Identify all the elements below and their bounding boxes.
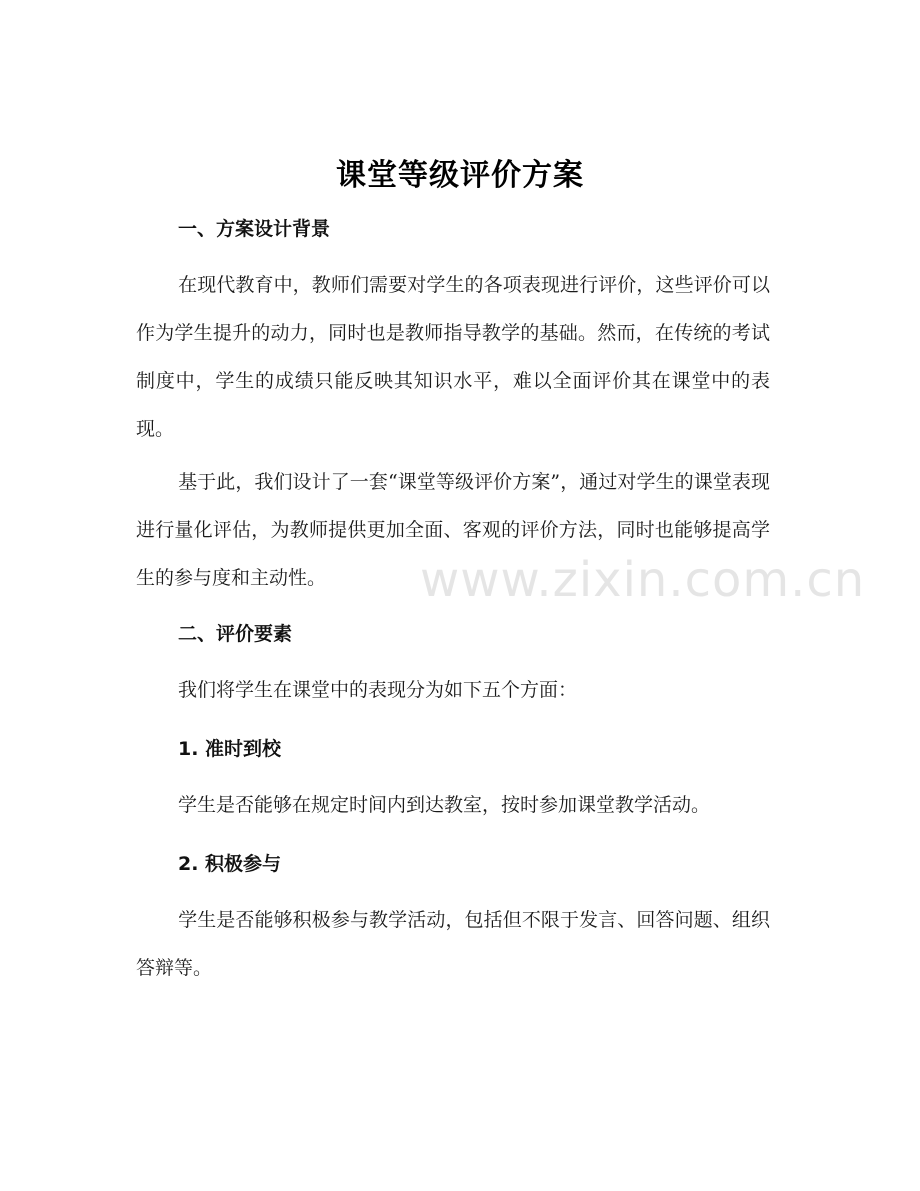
item-heading-punctuality: 1. 准时到校 — [178, 738, 282, 760]
section-heading-elements: 二、评价要素 — [178, 623, 293, 645]
background-paragraph-2 — [136, 458, 770, 602]
elements-intro-text: 我们将学生在课堂中的表现分为如下五个方面： — [178, 679, 578, 701]
background-paragraph-1-text: 在现代教育中，教师们需要对学生的各项表现进行评价，这些评价可以作为学生提升的动力，同时也是教师指导教学的基础。然而，在传统的考试制度中，学生的成绩只能反映其知识水平，难以全面评价其在课堂中的表现。 — [136, 274, 770, 440]
item-text-participation — [136, 896, 770, 992]
section-heading-background: 一、方案设计背景 — [178, 218, 331, 240]
item-text-punctuality-text: 学生是否能够在规定时间内到达教室，按时参加课堂教学活动。 — [178, 794, 711, 816]
elements-intro — [136, 666, 770, 714]
item-heading-participation: 2. 积极参与 — [178, 853, 282, 875]
background-paragraph-2-text: 基于此，我们设计了一套“课堂等级评价方案”，通过对学生的课堂表现进行量化评估，为教师提供更加全面、客观的评价方法，同时也能够提高学生的参与度和主动性。 — [136, 471, 770, 589]
document-title: 课堂等级评价方案 — [336, 158, 584, 193]
item-text-participation-text: 学生是否能够积极参与教学活动，包括但不限于发言、回答问题、组织答辩等。 — [136, 909, 770, 979]
watermark: www.zixin.com.cn — [420, 552, 866, 608]
background-paragraph-1 — [136, 261, 770, 453]
item-text-punctuality — [136, 781, 770, 829]
